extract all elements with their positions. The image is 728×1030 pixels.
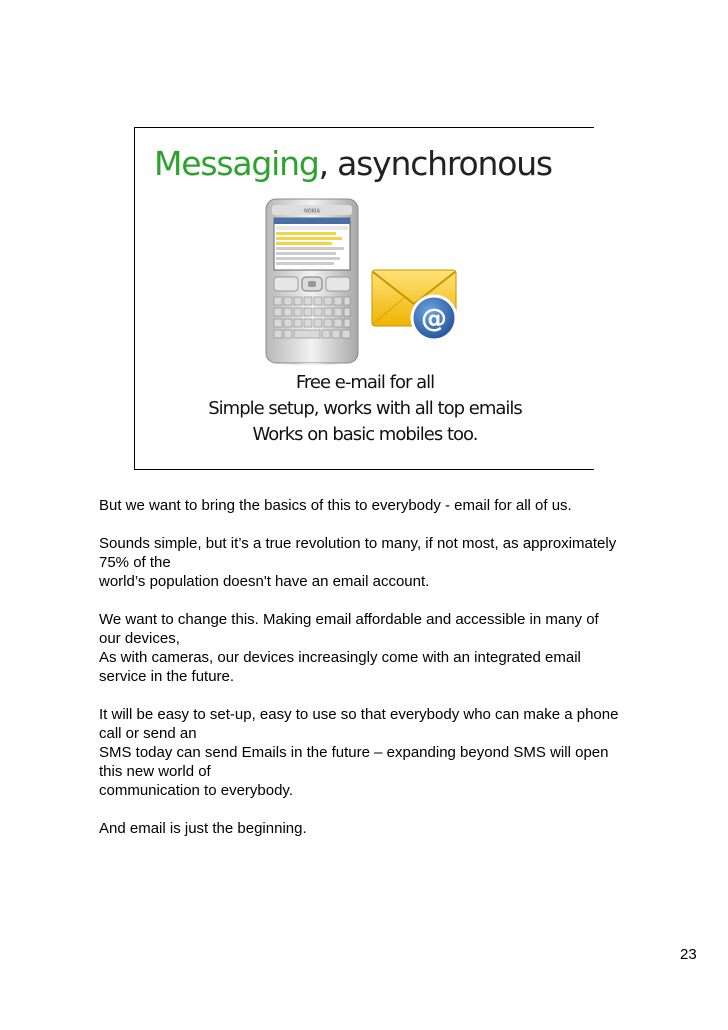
notes-line: But we want to bring the basics of this to everybody - email for all of us. xyxy=(99,497,572,514)
svg-text:@: @ xyxy=(421,304,447,334)
notes-line: our devices, xyxy=(99,630,180,647)
notes-paragraph xyxy=(99,705,639,800)
notes-line: As with cameras, our devices increasingly come with an integrated email xyxy=(99,649,581,666)
notes-line: We want to change this. Making email affordable and accessible in many of xyxy=(99,611,599,628)
caption-line: Works on basic mobiles too. xyxy=(252,424,478,445)
notes-line: service in the future. xyxy=(99,668,235,685)
notes-line: communication to everybody. xyxy=(99,782,293,799)
notes-paragraph xyxy=(99,610,639,686)
notes-line: world’s population doesn't have an email account. xyxy=(99,573,430,590)
phone-image xyxy=(262,197,362,365)
notes-paragraph xyxy=(99,534,639,591)
notes-line: SMS today can send Emails in the future – expanding beyond SMS will open xyxy=(99,744,609,761)
caption-line: Simple setup, works with all top emails xyxy=(208,398,522,419)
slide-border-bottom xyxy=(134,469,594,470)
caption-line: Free e-mail for all xyxy=(295,372,435,393)
page-number: 23 xyxy=(680,946,697,963)
notes-line: call or send an xyxy=(99,725,197,742)
slide-title-highlight: Messaging xyxy=(154,144,319,183)
notes-line: Sounds simple, but it’s a true revolution to many, if not most, as approximately xyxy=(99,535,617,552)
notes-line: And email is just the beginning. xyxy=(99,820,307,837)
slide-title-rest: , asynchronous xyxy=(318,144,552,183)
phone-brand-text: NOKIA xyxy=(304,208,320,215)
speaker-notes xyxy=(99,496,639,857)
notes-line: 75% of the xyxy=(99,554,171,571)
notes-paragraph xyxy=(99,819,639,838)
slide-border-left xyxy=(134,127,135,470)
notes-line: It will be easy to set-up, easy to use so that everybody who can make a phone xyxy=(99,706,619,723)
slide-captions xyxy=(200,370,530,448)
slide-border-top xyxy=(134,127,594,128)
email-envelope-icon xyxy=(370,266,464,346)
notes-paragraph xyxy=(99,496,639,515)
slide-title xyxy=(154,144,552,183)
notes-line: this new world of xyxy=(99,763,211,780)
